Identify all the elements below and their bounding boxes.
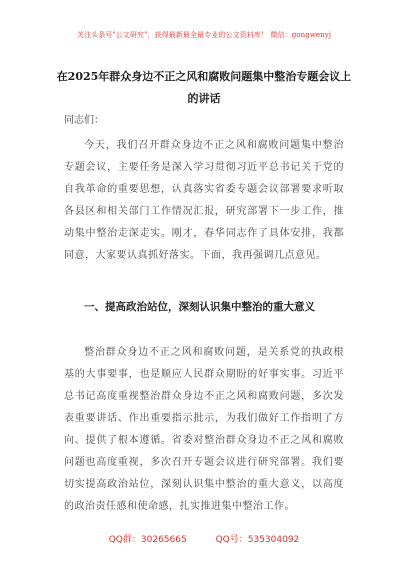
qq-group-text: QQ群：30265665 <box>108 535 187 545</box>
promo-banner: 关注头条号"公文研究"，获得最新最全最专业的公文资料库！ 微信：gongwenyj <box>76 31 332 39</box>
paragraph-body: 整治群众身边不正之风和腐败问题，是关系党的执政根基的大事要事，也是顺应人民群众期盼的好事实事。习近平总书记高度重视整治群众身边不正之风和腐败问题，多次发表重要讲话、作出重要指示批示，为我们做好工作指明了方向、提供了根本遵循。省委对整治群众身边不正之风和腐败问题也高度重视，多次召开专题会议进行研究部署。我们要切实提高政治站位，深刻认识集中整治的重大意义，以高度的政治责任感和使命感，扎实推进集中整治工作。 <box>64 347 344 512</box>
contact-footer <box>0 532 408 545</box>
salutation: 同志们： <box>64 115 104 126</box>
section-heading: 一、提高政治站位，深刻认识集中整治的重大意义 <box>84 301 315 313</box>
document-title: 在2025年群众身边不正之风和腐败问题集中整治专题会议上的讲话 <box>56 70 352 105</box>
paragraph-intro: 今天，我们召开群众身边不正之风和腐败问题集中整治专题会议，主要任务是深入学习贯彻习近平总书记关于党的自我革命的重要思想，认真落实省委专题会议部署要求听取各县区和相关部门工作情况汇报，研究部署下一步工作，推动集中整治走深走实。刚才，春华同志作了具体安排，我都同意，大家要认真抓好落实。下面，我再强调几点意见。 <box>64 140 344 261</box>
qq-number-text: QQ号：535304092 <box>215 535 300 545</box>
